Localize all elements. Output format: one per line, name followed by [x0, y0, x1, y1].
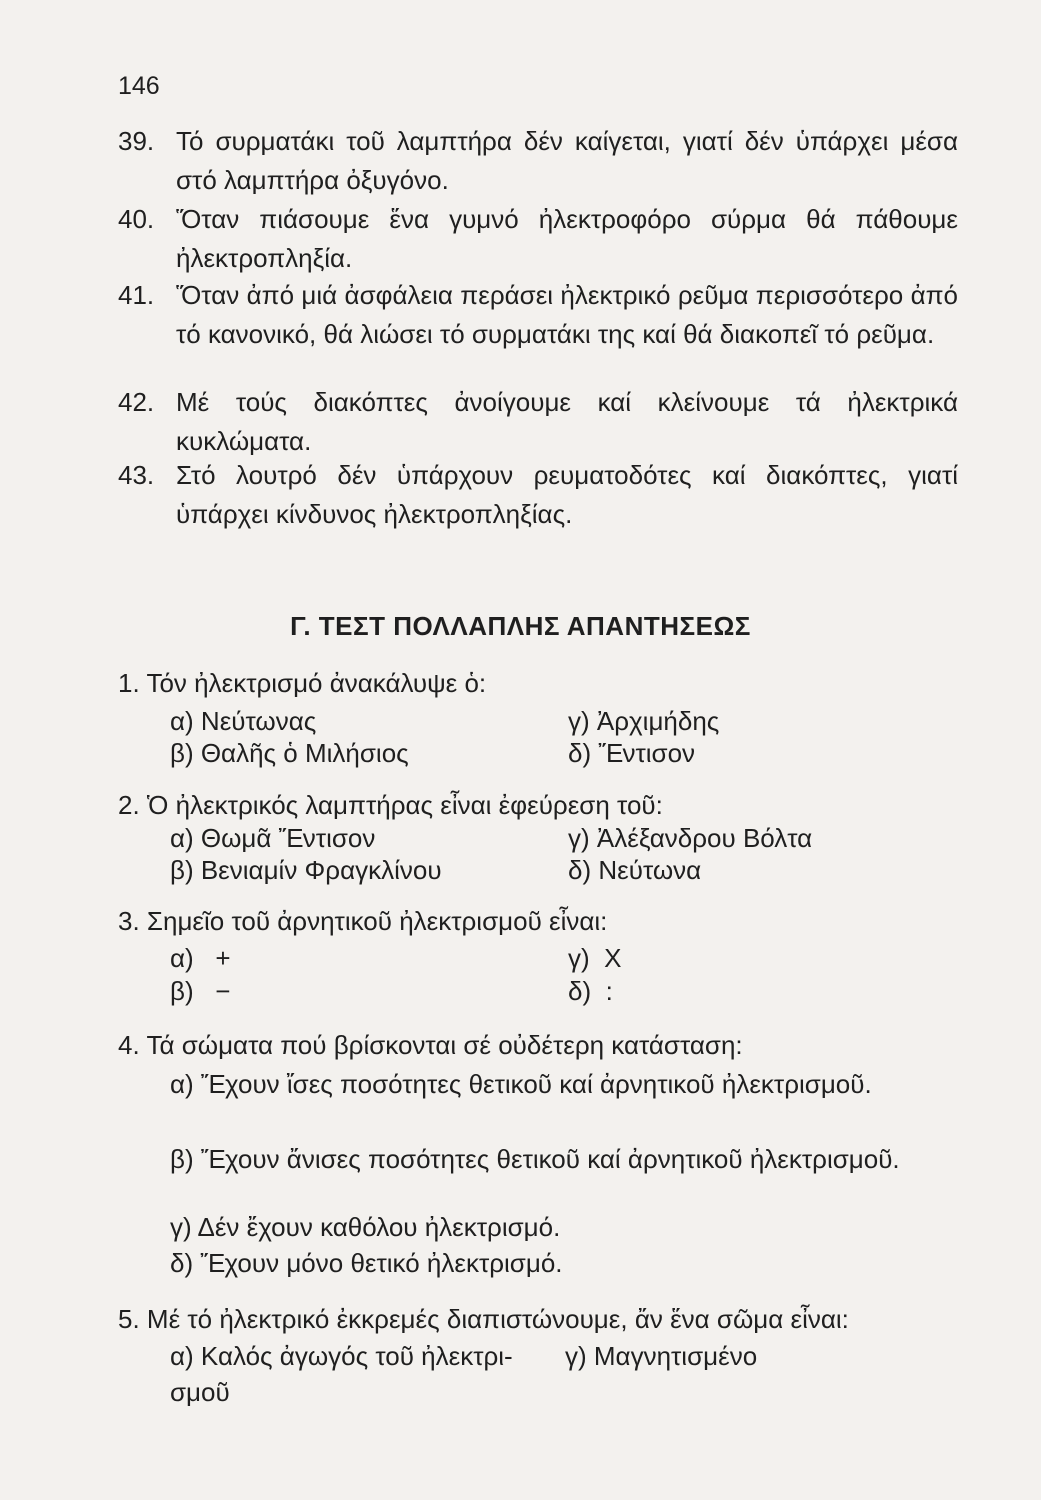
option-a: α) Ἔχουν ἴσες ποσότητες θετικοῦ καί ἀρνητικοῦ ἠλεκτρισμοῦ. [170, 1069, 872, 1099]
statement-number: 41. [118, 280, 155, 310]
question-text: 4. Τά σώματα πού βρίσκονται σέ οὐδέτερη κατάσταση: [118, 1030, 743, 1060]
statement-item [118, 456, 958, 534]
question-text: 3. Σημεῖο τοῦ ἀρνητικοῦ ἠλεκτρισμοῦ εἶναι: [118, 906, 608, 936]
option-c: γ) Ἀρχιμήδης [568, 706, 720, 736]
option-d: δ) Ἔντισον [568, 738, 696, 768]
option-a: α) Θωμᾶ Ἔντισον [170, 823, 376, 853]
statement-number: 40. [118, 204, 155, 234]
statement-item [118, 122, 958, 200]
statement-item [118, 276, 958, 393]
statement-text: Ὅταν πιάσουμε ἕνα γυμνό ἠλεκτροφόρο σύρμα θά πάθουμε ἠλεκτροπληξία. [176, 204, 958, 273]
option-c: γ) Μαγνητισμένο [565, 1341, 758, 1371]
question-text: 2. Ὁ ἠλεκτρικός λαμπτήρας εἶναι ἐφεύρεση τοῦ: [118, 790, 663, 820]
statement-text: Μέ τούς διακόπτες ἀνοίγουμε καί κλείνουμε τά ἠλεκτρικά κυκλώματα. [176, 387, 958, 456]
option-a-continued: σμοῦ [170, 1377, 230, 1407]
option-b: β) Ἔχουν ἄνισες ποσότητες θετικοῦ καί ἀρνητικοῦ ἠλεκτρισμοῦ. [170, 1144, 900, 1174]
statement-item [118, 200, 958, 278]
option-d: δ) Νεύτωνα [568, 855, 702, 885]
option-c: γ) X [568, 943, 622, 973]
option-b: β) Βενιαμίν Φραγκλίνου [170, 855, 442, 885]
option-a: α) Καλός ἀγωγός τοῦ ἠλεκτρι- [170, 1341, 513, 1371]
option-b: β) Θαλῆς ὁ Μιλήσιος [170, 738, 409, 768]
statement-item [118, 383, 958, 461]
section-heading: Γ. ΤΕΣΤ ΠΟΛΛΑΠΛΗΣ ΑΠΑΝΤΗΣΕΩΣ [290, 611, 751, 641]
option-c: γ) Ἀλέξανδρου Βόλτα [568, 823, 813, 853]
statement-text: Τό συρματάκι τοῦ λαμπτήρα δέν καίγεται, γιατί δέν ὑπάρχει μέσα στό λαμπτήρα ὀξυγόνο. [176, 126, 958, 195]
option-d: δ) Ἔχουν μόνο θετικό ἠλεκτρισμό. [170, 1248, 563, 1278]
page-number: 146 [118, 72, 160, 100]
statement-number: 43. [118, 460, 155, 490]
option-a: α) + [170, 943, 231, 973]
option-d: δ) : [568, 976, 613, 1006]
option-a: α) Νεύτωνας [170, 706, 317, 736]
option-c: γ) Δέν ἔχουν καθόλου ἠλεκτρισμό. [170, 1212, 561, 1242]
option-b: β) − [170, 976, 231, 1006]
statement-number: 42. [118, 387, 155, 417]
question-text: 1. Τόν ἠλεκτρισμό ἀνακάλυψε ὁ: [118, 668, 487, 698]
statement-text: Ὅταν ἀπό μιά ἀσφάλεια περάσει ἠλεκτρικό ρεῦμα περισσότερο ἀπό τό κανονικό, θά λιώσει τό συρματάκι της καί θά διακοπεῖ τό ρεῦμα. [176, 280, 958, 349]
statement-number: 39. [118, 126, 155, 156]
question-text: 5. Μέ τό ἠλεκτρικό ἐκκρεμές διαπιστώνουμε, ἄν ἕνα σῶμα εἶναι: [118, 1304, 849, 1334]
statement-text: Στό λουτρό δέν ὑπάρχουν ρευματοδότες καί διακόπτες, γιατί ὑπάρχει κίνδυνος ἠλεκτροπληξίας. [176, 460, 958, 529]
